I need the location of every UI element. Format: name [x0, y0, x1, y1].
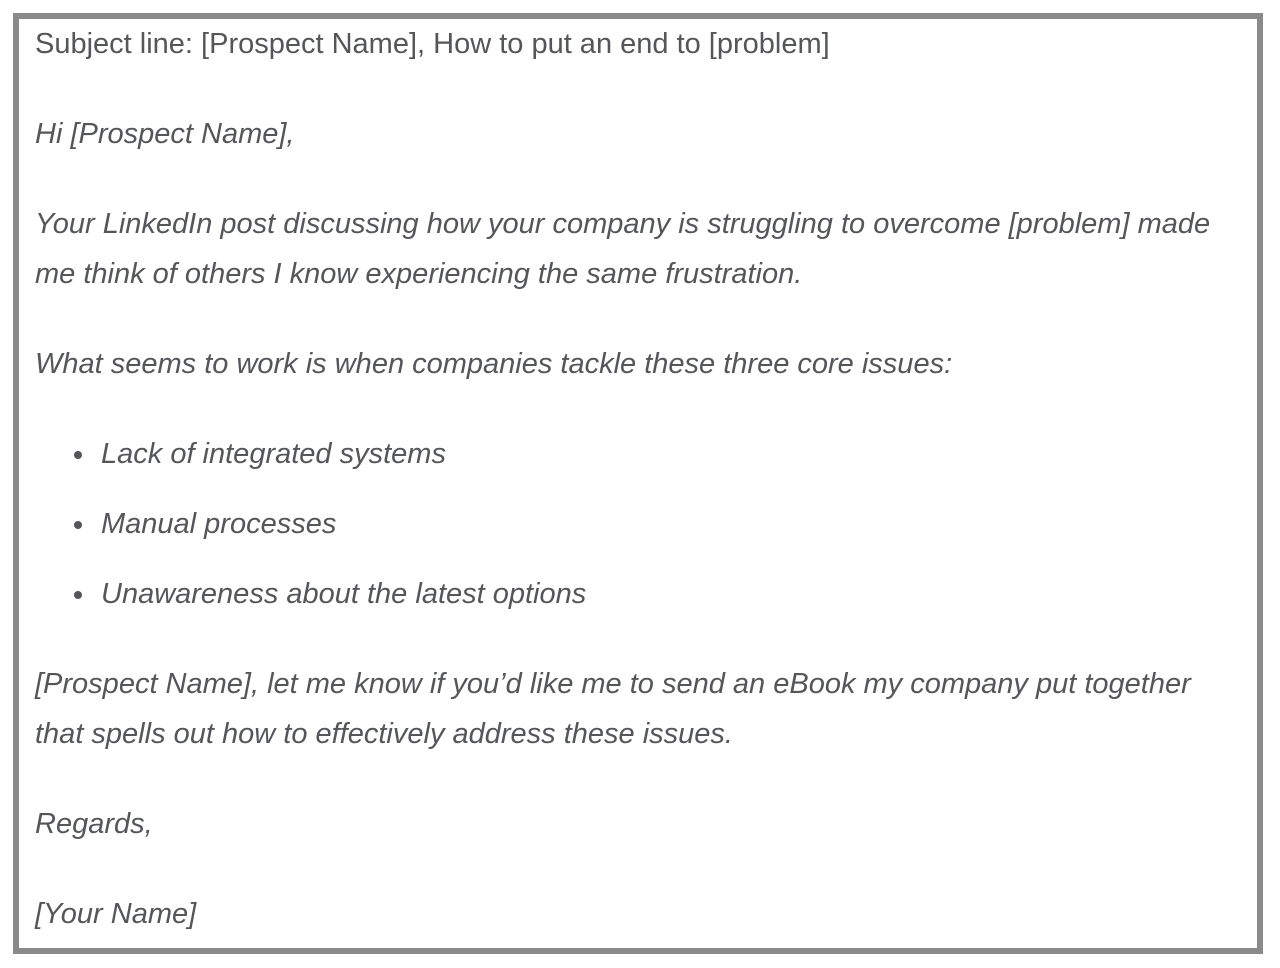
paragraph-linkedin: Your LinkedIn post discussing how your company is struggling to overcome [problem] made me think of others I know experiencing the same frustration. [35, 208, 1211, 290]
signature: [Your Name] [35, 898, 197, 930]
paragraph-cta: [Prospect Name], let me know if you’d like me to send an eBook my company put together that spells out how to effectively address these issues. [35, 668, 1191, 750]
list-item: • Unawareness about the latest options [97, 569, 1241, 619]
email-template-box [13, 13, 1263, 954]
paragraph-intro-issues: What seems to work is when companies tackle these three core issues: [35, 348, 953, 380]
list-item: • Manual processes [97, 499, 1241, 549]
list-item: • Lack of integrated systems [97, 429, 1241, 479]
closing: Regards, [35, 808, 153, 840]
issues-list [35, 429, 1241, 619]
subject-line: Subject line: [Prospect Name], How to put an end to [problem] [35, 28, 830, 60]
greeting: Hi [Prospect Name], [35, 118, 295, 150]
